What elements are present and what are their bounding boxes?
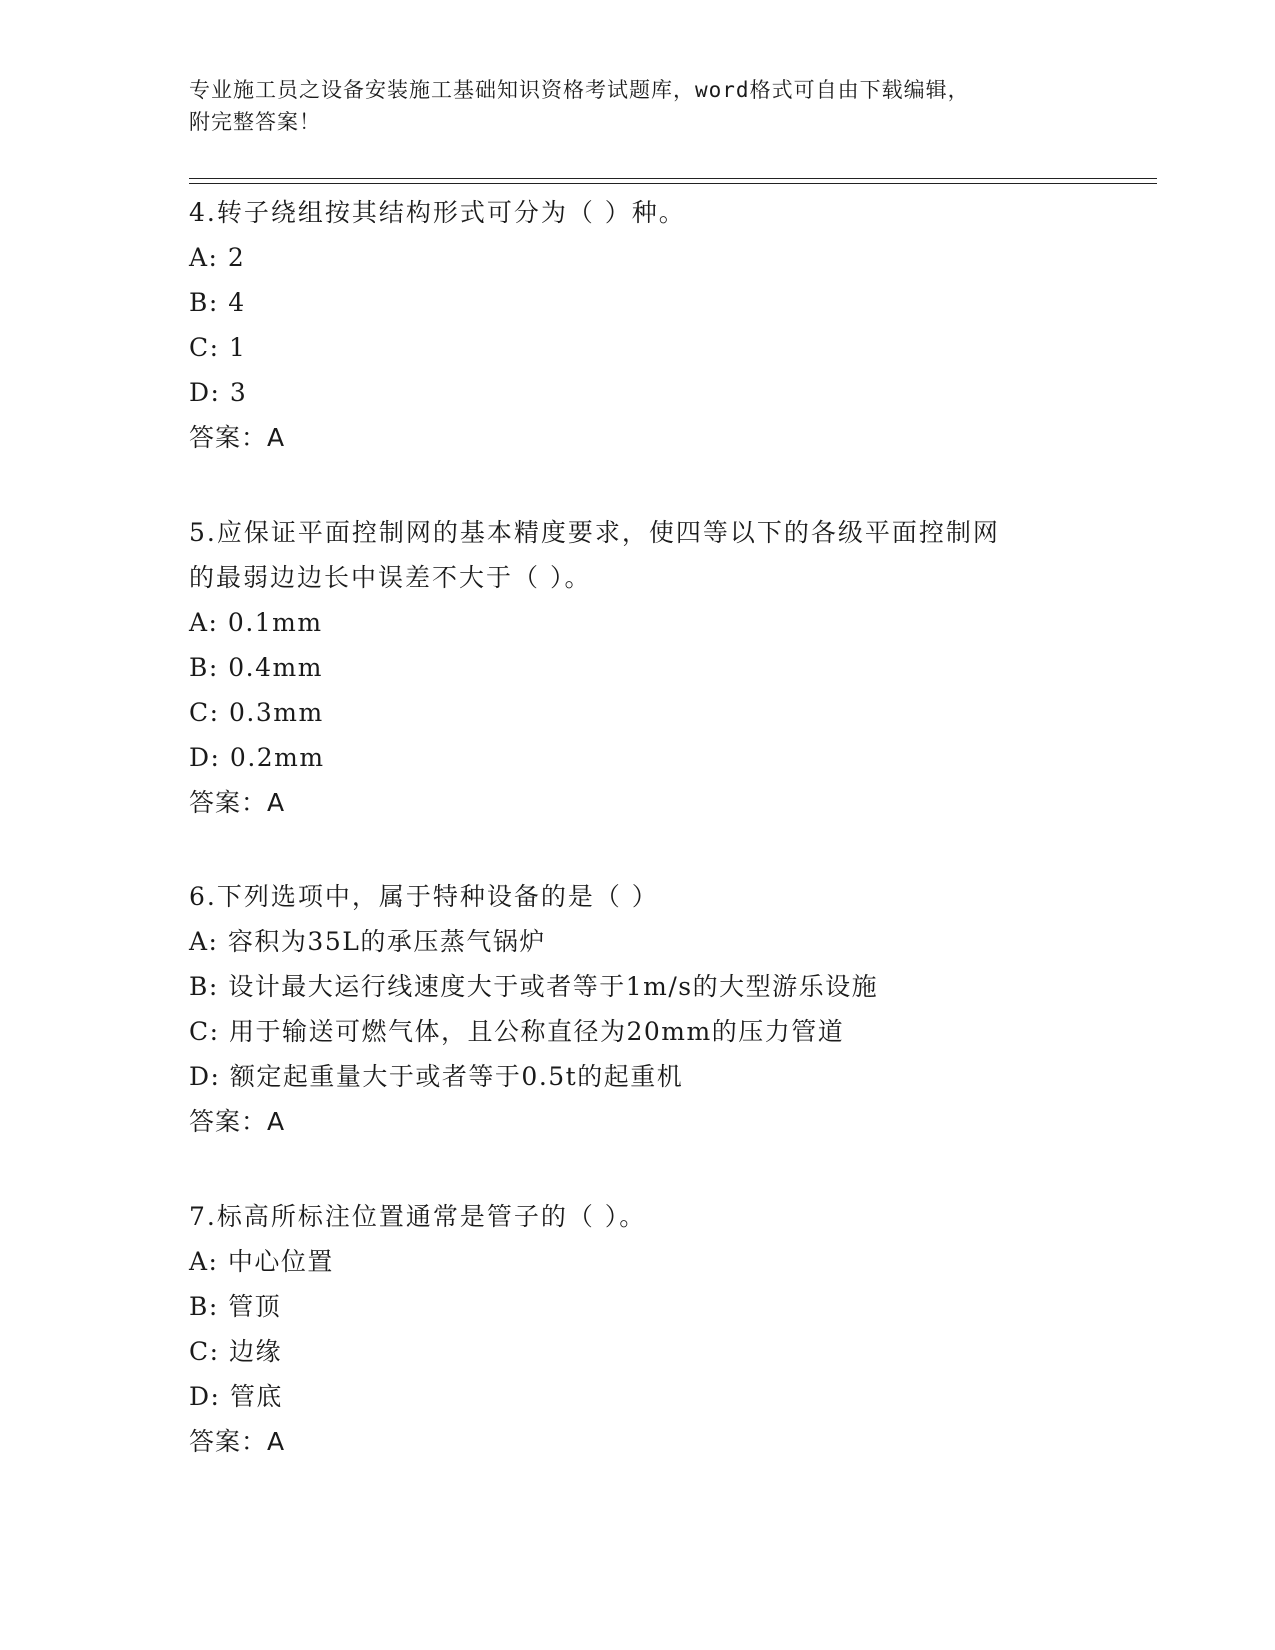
document-header <box>189 74 1089 138</box>
question-4 <box>189 190 1089 460</box>
question-stem: 4.转子绕组按其结构形式可分为（ ）种。 <box>189 198 686 227</box>
question-6 <box>189 874 1089 1144</box>
question-stem: 7.标高所标注位置通常是管子的（ ）。 <box>189 1202 647 1231</box>
option-c: C: 0.3mm <box>189 698 324 727</box>
answer: 答案：A <box>189 423 286 452</box>
option-d: D: 管底 <box>189 1382 283 1411</box>
question-7 <box>189 1194 1089 1464</box>
option-b: B: 管顶 <box>189 1292 282 1321</box>
question-stem-line-2: 的最弱边边长中误差不大于（ ）。 <box>189 563 592 592</box>
header-divider-bottom <box>189 183 1157 184</box>
option-a: A: 0.1mm <box>189 608 323 637</box>
option-d: D: 0.2mm <box>189 743 325 772</box>
option-b: B: 设计最大运行线速度大于或者等于1m/s的大型游乐设施 <box>189 972 879 1001</box>
option-c: C: 1 <box>189 333 247 362</box>
question-stem: 6.下列选项中，属于特种设备的是（ ） <box>189 882 659 911</box>
header-line-2: 附完整答案！ <box>189 110 321 134</box>
answer: 答案：A <box>189 1427 286 1456</box>
question-5 <box>189 510 1089 825</box>
option-b: B: 4 <box>189 288 246 317</box>
option-c: C: 边缘 <box>189 1337 282 1366</box>
option-a: A: 2 <box>189 243 246 272</box>
option-a: A: 中心位置 <box>189 1247 334 1276</box>
option-c: C: 用于输送可燃气体，且公称直径为20mm的压力管道 <box>189 1017 845 1046</box>
option-b: B: 0.4mm <box>189 653 323 682</box>
option-a: A: 容积为35L的承压蒸气锅炉 <box>189 927 546 956</box>
option-d: D: 额定起重量大于或者等于0.5t的起重机 <box>189 1062 684 1091</box>
answer: 答案：A <box>189 788 286 817</box>
answer: 答案：A <box>189 1107 286 1136</box>
header-line-1: 专业施工员之设备安装施工基础知识资格考试题库，word格式可自由下载编辑， <box>189 78 970 102</box>
option-d: D: 3 <box>189 378 248 407</box>
question-stem-line-1: 5.应保证平面控制网的基本精度要求，使四等以下的各级平面控制网 <box>189 518 1000 547</box>
header-divider-top <box>189 178 1157 179</box>
